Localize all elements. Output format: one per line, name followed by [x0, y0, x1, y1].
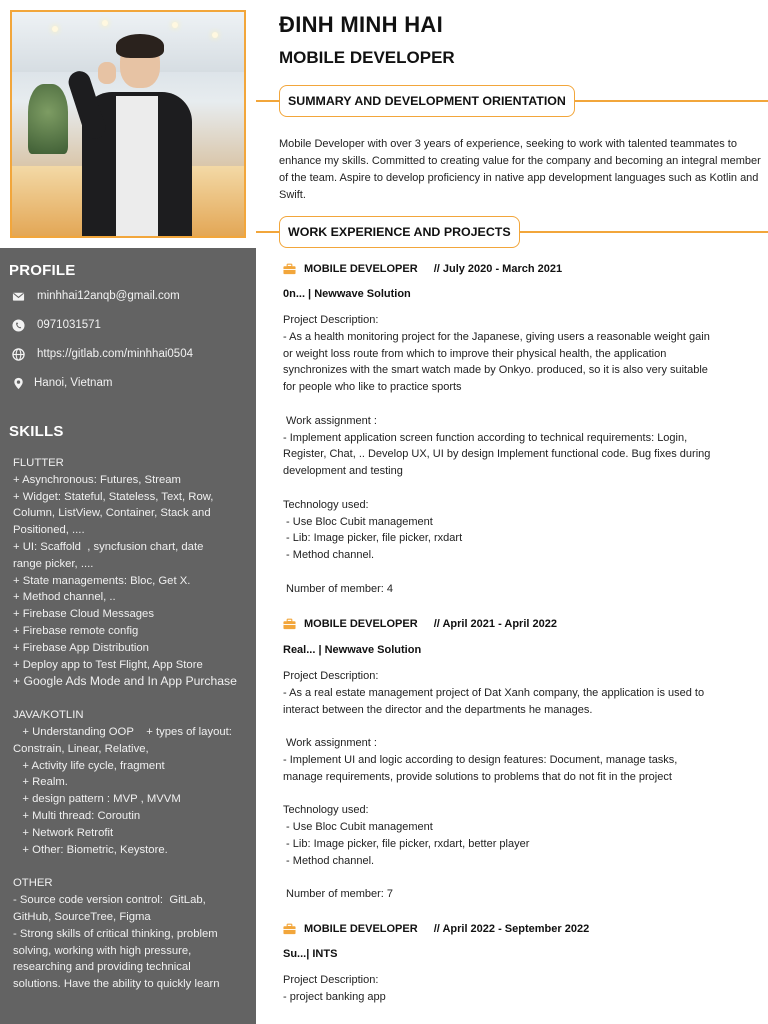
skills-list [13, 455, 245, 993]
spacer [283, 718, 759, 735]
spacer [283, 564, 759, 581]
job-line: - As a health monitoring project for the Japanese, giving users a reasonable weight gain [283, 330, 710, 343]
contact-phone[interactable] [12, 316, 101, 334]
spacer [283, 786, 759, 803]
skill-item: Positioned, .... [13, 524, 85, 537]
skill-group-heading: OTHER [13, 877, 53, 890]
skill-item: + Understanding OOP + types of layout: [13, 725, 232, 738]
main-content [256, 0, 768, 1024]
skill-item: + Network Retrofit [13, 826, 114, 839]
job-line: manage requirements, provide solutions to problems that do not fit in the project [283, 770, 672, 783]
job-line: Work assignment : [283, 737, 377, 750]
skill-group-heading: FLUTTER [13, 457, 64, 469]
skill-item: + Activity life cycle, fragment [13, 759, 165, 772]
job-position: MOBILE DEVELOPER [304, 618, 418, 630]
job-line: - Lib: Image picker, file picker, rxdart [283, 532, 463, 545]
job-line: Technology used: [283, 804, 369, 817]
job-description [283, 312, 759, 598]
candidate-name: ĐINH MINH HAI [279, 12, 444, 37]
job-line: Project Description: [283, 314, 379, 326]
skill-item: + Firebase App Distribution [13, 641, 149, 654]
globe-icon [12, 348, 25, 361]
job-line: - Use Bloc Cubit management [283, 515, 433, 528]
envelope-icon [12, 290, 25, 303]
phone-icon [12, 319, 25, 332]
job-line: - Implement application screen function according to technical requirements: Login, [283, 431, 688, 444]
contact-website[interactable] [12, 345, 193, 363]
job-company: Su...| INTS [283, 948, 338, 960]
job-line: - As a real estate management project of Dat Xanh company, the application is used to [283, 686, 705, 699]
briefcase-icon [283, 263, 296, 275]
skill-item: GitHub, SourceTree, Figma [13, 910, 151, 923]
skill-item: + Google Ads Mode and In App Purchase [13, 674, 237, 689]
skill-group-heading: JAVA/KOTLIN [13, 709, 84, 722]
spacer [283, 480, 759, 497]
skill-item: + Firebase Cloud Messages [13, 608, 154, 621]
spacer [283, 870, 759, 887]
job-line: development and testing [283, 465, 403, 478]
job-header [283, 616, 557, 632]
skill-item: + design pattern : MVP , MVVM [13, 793, 181, 806]
email-text: minhhai12anqb@gmail.com [37, 290, 180, 302]
job-line: interact between the director and the departments he manages. [283, 703, 593, 716]
skill-item: + Asynchronous: Futures, Stream [13, 473, 181, 486]
sidebar [0, 0, 256, 1024]
briefcase-icon [283, 618, 296, 630]
skill-item: + UI: Scaffold , syncfusion chart, date [13, 540, 204, 553]
contact-location [12, 374, 112, 392]
skill-item: - Source code version control: GitLab, [13, 894, 206, 907]
profile-photo [10, 10, 246, 238]
phone-text: 0971031571 [37, 319, 101, 331]
summary-section-title: SUMMARY AND DEVELOPMENT ORIENTATION [279, 85, 575, 117]
job-header [283, 261, 562, 277]
skill-item: Column, ListView, Container, Stack and [13, 507, 211, 520]
job-period: // July 2020 - March 2021 [433, 263, 563, 275]
skill-item: range picker, .... [13, 557, 94, 570]
job-line: - project banking app [283, 990, 386, 1003]
job-period: // April 2021 - April 2022 [433, 618, 557, 630]
job-line: - Method channel. [283, 549, 375, 562]
job-line: Number of member: 4 [283, 582, 394, 595]
contact-email[interactable] [12, 287, 180, 305]
job-position: MOBILE DEVELOPER [304, 923, 418, 935]
skill-item: + Realm. [13, 776, 68, 789]
skill-item: + Multi thread: Coroutin [13, 809, 141, 822]
job-position: MOBILE DEVELOPER [304, 263, 418, 275]
skill-item: + Method channel, .. [13, 591, 116, 604]
spacer [283, 396, 759, 413]
skill-item: + State managements: Bloc, Get X. [13, 574, 191, 587]
briefcase-icon [283, 923, 296, 935]
skill-item: + Deploy app to Test Flight, App Store [13, 658, 203, 671]
skill-item: researching and providing technical [13, 961, 191, 974]
job-line: synchronizes with the smart watch made by Onkyo. produced, so it is also very suitable [283, 364, 708, 377]
job-line: Technology used: [283, 498, 369, 511]
job-company: 0n... | Newwave Solution [283, 288, 411, 300]
skill-item: solutions. Have the ability to quickly learn [13, 978, 220, 991]
skill-item: - Strong skills of critical thinking, problem [13, 927, 218, 940]
job-line: Project Description: [283, 670, 379, 682]
skill-item: Constrain, Linear, Relative, [13, 742, 149, 755]
website-link[interactable]: https://gitlab.com/minhhai0504 [37, 348, 193, 360]
map-pin-icon [12, 377, 25, 390]
job-line: - Lib: Image picker, file picker, rxdart, better player [283, 837, 530, 850]
location-text: Hanoi, Vietnam [34, 377, 113, 389]
job-line: for people who like to practice sports [283, 381, 462, 394]
skills-section-title: SKILLS [9, 423, 64, 440]
photo-area [0, 0, 256, 248]
job-line: Project Description: [283, 974, 379, 986]
candidate-role: MOBILE DEVELOPER [279, 48, 455, 67]
job-description [283, 668, 759, 903]
job-line: Work assignment : [283, 414, 377, 427]
job-line: Number of member: 7 [283, 888, 394, 901]
skill-item: + Other: Biometric, Keystore. [13, 843, 168, 856]
job-line: - Implement UI and logic according to design features: Document, manage tasks, [283, 753, 678, 766]
job-company: Real... | Newwave Solution [283, 644, 422, 656]
job-line: - Use Bloc Cubit management [283, 821, 433, 834]
job-line: - Method channel. [283, 854, 375, 867]
skill-item: solving, working with high pressure, [13, 944, 192, 957]
job-line: Register, Chat, .. Develop UX, UI by design Implement functional code. Bug fixes during [283, 448, 711, 461]
profile-section-title: PROFILE [9, 262, 76, 279]
summary-text: Mobile Developer with over 3 years of experience, seeking to work with talented teammates to enhance my skills. Committed to creating value for the company and becoming an integral member of the team. Aspire to develop proficiency in native app development languages such as Kotlin and Swift. [279, 138, 761, 201]
job-description [283, 972, 759, 1006]
experience-section-title: WORK EXPERIENCE AND PROJECTS [279, 216, 520, 248]
job-period: // April 2022 - September 2022 [433, 923, 590, 935]
job-header [283, 921, 589, 937]
job-line: or weight loss route from which to improve their physical health, the application [283, 347, 667, 360]
skill-item: + Widget: Stateful, Stateless, Text, Row, [13, 490, 214, 503]
skill-item: + Firebase remote config [13, 624, 139, 637]
